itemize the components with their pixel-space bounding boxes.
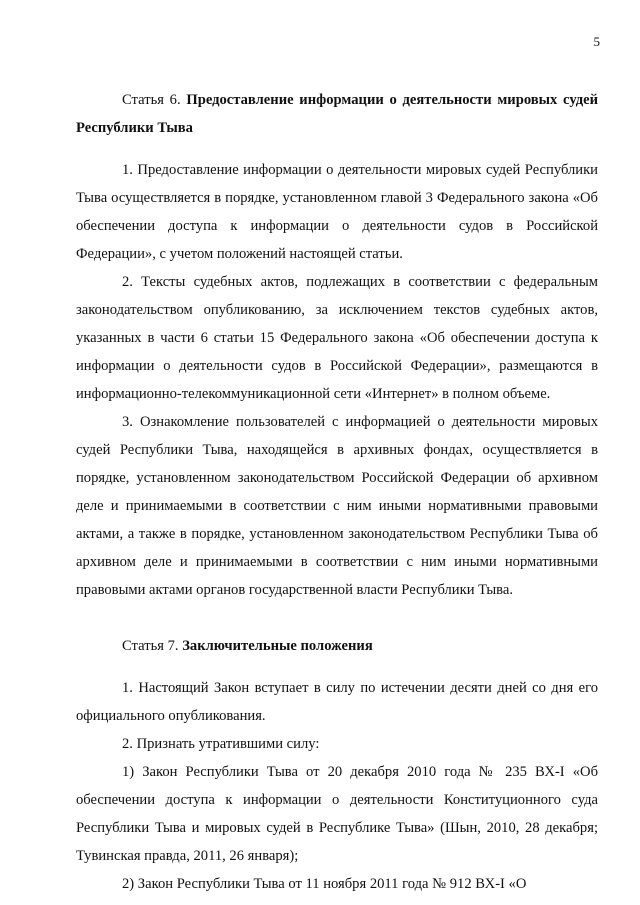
article-7 bbox=[76, 632, 598, 898]
article-6-paragraph-2: 2. Тексты судебных актов, подлежащих в соответствии с федеральным законодательством опубликованию, за исключением текстов судебных актов, указанных в части 6 статьи 15 Федерального закона «Об обеспечении доступа к информации о деятельности судов в Российской Федерации», размещаются в информационно-телекоммуникационной сети «Интернет» в полном объеме. bbox=[76, 274, 598, 402]
page-number: 5 bbox=[593, 34, 600, 49]
article-7-title: Заключительные положения bbox=[182, 638, 373, 654]
article-6-paragraph-3: 3. Ознакомление пользователей с информацией о деятельности мировых судей Республики Тыва, находящейся в архивных фондах, осуществляется в порядке, установленном законодательством Российской Федерации об архивном деле и принимаемыми в соответствии с ним иными нормативными правовыми актами, а также в порядке, установленном законодательством Республики Тыва об архивном деле и принимаемыми в соответствии с ним иными нормативными правовыми актами органов государственной власти Республики Тыва. bbox=[76, 414, 598, 598]
article-7-paragraph-4: 2) Закон Республики Тыва от 11 ноября 2011 года № 912 ВХ-I «О bbox=[122, 876, 527, 892]
article-7-paragraph-1: 1. Настоящий Закон вступает в силу по истечении десяти дней со дня его официального опубликования. bbox=[76, 680, 598, 724]
article-6-heading bbox=[76, 86, 598, 142]
document-body bbox=[76, 86, 598, 898]
article-7-label: Статья 7. bbox=[122, 638, 179, 654]
article-6-label: Статья 6. bbox=[122, 92, 181, 108]
article-6 bbox=[76, 86, 598, 604]
article-7-paragraph-3: 1) Закон Республики Тыва от 20 декабря 2010 года № 235 ВХ-I «Об обеспечении доступа к информации о деятельности Конституционного суда Республики Тыва и мировых судей в Республике Тыва» (Шын, 2010, 28 декабря; Тувинская правда, 2011, 26 января); bbox=[76, 764, 598, 864]
article-7-paragraph-2: 2. Признать утратившими силу: bbox=[122, 736, 320, 752]
article-6-paragraph-1: 1. Предоставление информации о деятельности мировых судей Республики Тыва осуществляется в порядке, установленном главой 3 Федерального закона «Об обеспечении доступа к информации о деятельности судов в Российской Федерации», с учетом положений настоящей статьи. bbox=[76, 162, 598, 262]
article-7-heading bbox=[76, 632, 598, 660]
article-6-title: Предоставление информации о деятельности мировых судей Республики Тыва bbox=[76, 92, 598, 136]
